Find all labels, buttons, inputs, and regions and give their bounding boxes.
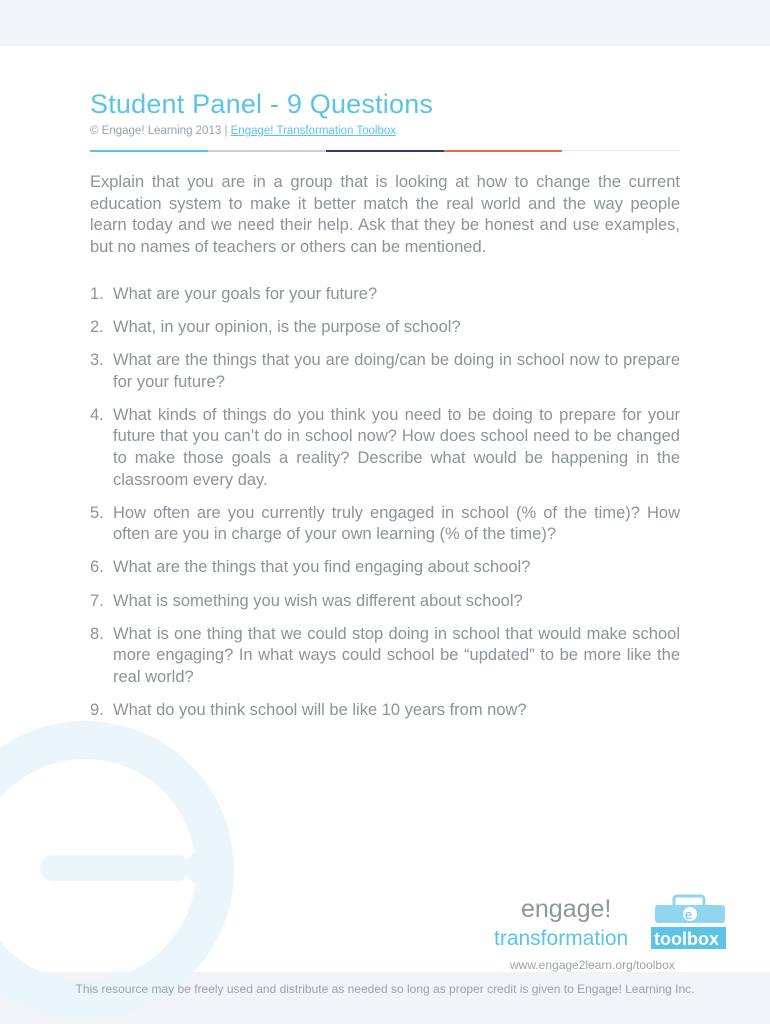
logo-transformation-text: transformation [494, 927, 629, 950]
question-text: What do you think school will be like 10 years from now? [113, 700, 527, 719]
rule-segment-gray [208, 150, 326, 152]
question-item [90, 284, 680, 306]
rule-segment-accent [90, 150, 208, 152]
rule-segment-red [444, 150, 562, 152]
logo-engage-text: engage! [521, 895, 612, 923]
question-text: What are the things that you find engaging about school? [113, 558, 531, 577]
question-number: 1. [90, 285, 104, 303]
page-title: Student Panel - 9 Questions [90, 89, 434, 119]
question-number: 3. [90, 351, 104, 370]
subtitle [90, 125, 396, 137]
question-number: 9. [90, 700, 104, 719]
question-list [90, 284, 680, 733]
rule-segment-light [562, 150, 680, 151]
copyright-text: © Engage! Learning 2013 | [90, 125, 231, 137]
rule-segment-navy [326, 150, 444, 152]
question-number: 4. [90, 405, 104, 424]
svg-text:e: e [685, 907, 693, 922]
toolbox-link[interactable]: Engage! Transformation Toolbox [230, 125, 396, 137]
question-number: 5. [90, 503, 104, 522]
question-text: What is one thing that we could stop doing in school that would make school more engaging? In what ways could school be “updated” to be more like the real world? [113, 624, 680, 686]
bottom-band [0, 972, 770, 1024]
question-text: What, in your opinion, is the purpose of school? [113, 318, 461, 337]
question-item [90, 405, 680, 491]
question-text: What are the things that you are doing/can be doing in school now to prepare for your future? [113, 351, 680, 391]
question-number: 8. [90, 624, 104, 643]
engage-toolbox-logo [494, 893, 726, 955]
question-number: 6. [90, 558, 104, 577]
question-item [90, 557, 680, 579]
question-item [90, 350, 680, 393]
question-item [90, 317, 680, 339]
question-item [90, 700, 680, 722]
question-text: What kinds of things do you think you need to be doing to prepare for your future that you can’t do in school now? How does school need to be changed to make those goals a reality? Describe what would be happening in the classroom every day. [113, 405, 680, 489]
question-item [90, 503, 680, 546]
logo-toolbox-text: toolbox [654, 929, 719, 949]
question-number: 7. [90, 591, 104, 610]
question-item [90, 624, 680, 689]
logo-url: www.engage2learn.org/toolbox [510, 958, 675, 972]
top-band [0, 0, 770, 46]
question-text: How often are you currently truly engaged in school (% of the time)? How often are you in charge of your own learning (% of the time)? [113, 503, 680, 544]
question-text: What are your goals for your future? [113, 285, 378, 303]
footer-credit: This resource may be freely used and distribute as needed so long as proper credit is given to Engage! Learning Inc. [75, 982, 695, 996]
intro-paragraph: Explain that you are in a group that is looking at how to change the current education system to make it better match the real world and the way people learn today and we need their help. Ask that they be honest and use examples, but no names of teachers or others can be mentioned. [90, 173, 680, 256]
question-item [90, 591, 680, 613]
question-number: 2. [90, 318, 104, 337]
title-divider [90, 150, 680, 153]
question-text: What is something you wish was different about school? [113, 591, 523, 610]
